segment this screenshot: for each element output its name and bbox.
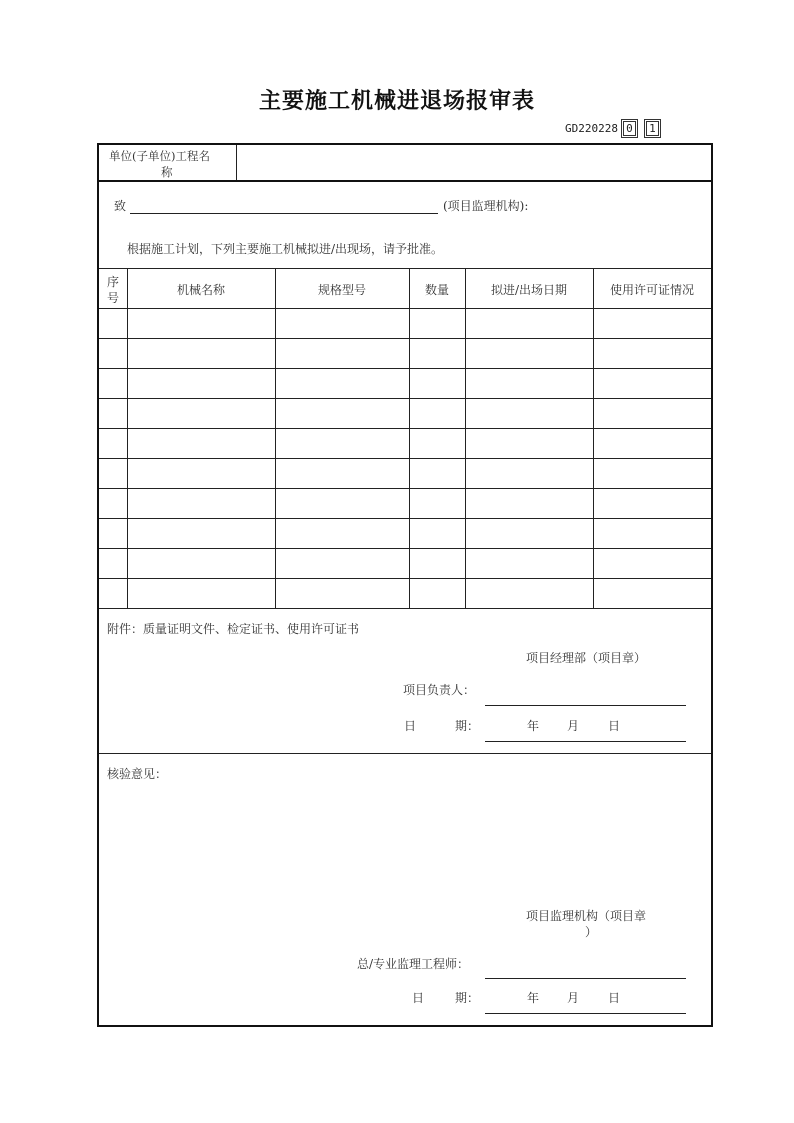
project-name-label-line1: 单位(子单位)工程名 bbox=[109, 149, 210, 163]
table-row bbox=[99, 369, 711, 399]
form-code bbox=[565, 118, 661, 138]
supervision-date-label-b: 期： bbox=[455, 991, 480, 1005]
divider-attachment bbox=[99, 753, 711, 754]
table-row bbox=[99, 519, 711, 549]
contractor-seal-label: 项目经理部（项目章） bbox=[526, 651, 647, 665]
form-code-prefix: GD220228 bbox=[565, 121, 618, 135]
contractor-date-month[interactable]: 月 bbox=[567, 719, 580, 733]
request-body-text: 根据施工计划，下列主要施工机械拟进/出现场，请予批准。 bbox=[127, 242, 444, 256]
supervision-seal-label-line1: 项目监理机构（项目章 bbox=[526, 909, 647, 923]
review-opinion-field[interactable] bbox=[107, 785, 701, 885]
header-quantity: 数量 bbox=[424, 283, 449, 297]
supervision-seal-label-line2: ） bbox=[585, 925, 598, 939]
table-row bbox=[99, 399, 711, 429]
project-manager-underline bbox=[485, 705, 686, 706]
contractor-date-label-a: 日 bbox=[404, 719, 417, 733]
header-model: 规格型号 bbox=[317, 283, 366, 297]
supervision-date-year[interactable]: 年 bbox=[527, 991, 540, 1005]
contractor-date-year[interactable]: 年 bbox=[527, 719, 540, 733]
divider-address bbox=[99, 268, 711, 269]
supervision-date-label-a: 日 bbox=[412, 991, 425, 1005]
review-opinion-label: 核验意见： bbox=[107, 767, 168, 781]
table-row bbox=[99, 579, 711, 609]
table-row bbox=[99, 459, 711, 489]
supervising-engineer-label: 总/专业监理工程师： bbox=[357, 957, 470, 971]
header-seq-line2: 号 bbox=[106, 291, 119, 305]
form-title: 主要施工机械进退场报审表 bbox=[258, 89, 535, 114]
supervising-engineer-underline bbox=[485, 978, 686, 979]
table-row bbox=[99, 429, 711, 459]
form-frame bbox=[97, 143, 713, 1027]
table-row bbox=[99, 339, 711, 369]
header-machine-name: 机械名称 bbox=[176, 283, 225, 297]
attachment-text: 附件：质量证明文件、检定证书、使用许可证书 bbox=[107, 622, 360, 636]
header-seq-line1: 序 bbox=[106, 275, 119, 289]
project-manager-label: 项目负责人： bbox=[403, 683, 476, 697]
table-row bbox=[99, 489, 711, 519]
header-entry-exit-date: 拟进/出场日期 bbox=[490, 283, 568, 297]
supervision-date-day[interactable]: 日 bbox=[608, 991, 621, 1005]
divider-project bbox=[99, 180, 711, 182]
supervision-org-suffix: (项目监理机构): bbox=[443, 199, 529, 213]
table-row bbox=[99, 309, 711, 339]
contractor-date-underline bbox=[485, 741, 686, 742]
project-name-divider bbox=[236, 145, 237, 181]
table-row bbox=[99, 549, 711, 579]
project-name-field[interactable] bbox=[245, 155, 705, 175]
form-code-box-2: 1 bbox=[644, 119, 661, 138]
to-label: 致 bbox=[114, 199, 127, 213]
header-permit-status: 使用许可证情况 bbox=[609, 283, 694, 297]
table-bottom-line bbox=[99, 608, 711, 609]
form-code-box-1: 0 bbox=[621, 119, 638, 138]
to-underline bbox=[130, 213, 438, 214]
contractor-date-day[interactable]: 日 bbox=[608, 719, 621, 733]
supervision-date-underline bbox=[485, 1013, 686, 1014]
supervision-date-month[interactable]: 月 bbox=[567, 991, 580, 1005]
project-name-label-line2: 称 bbox=[161, 165, 173, 179]
contractor-date-label-b: 期： bbox=[455, 719, 480, 733]
